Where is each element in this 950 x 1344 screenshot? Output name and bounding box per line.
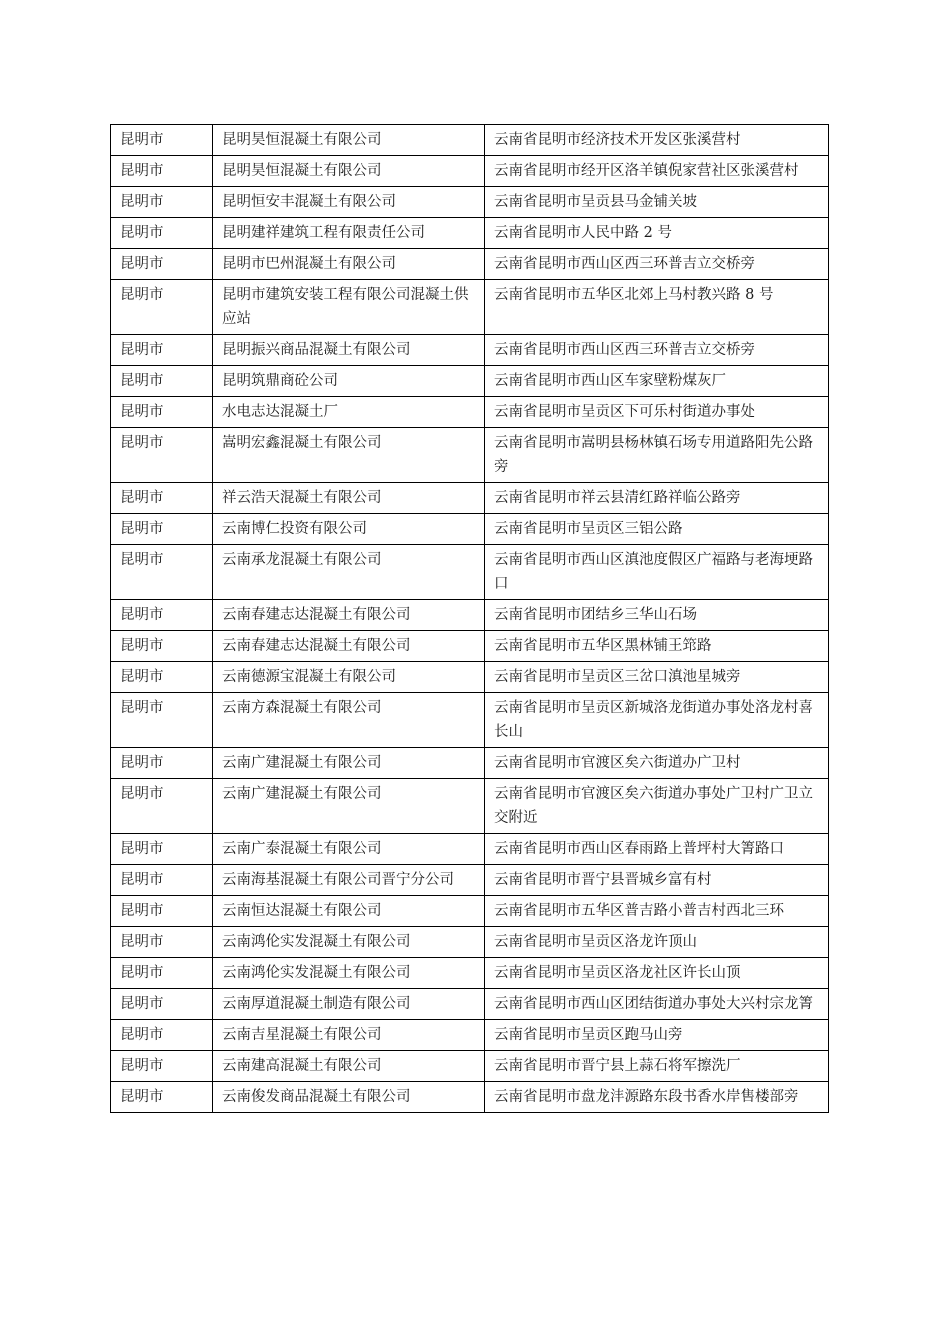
company-cell: 云南广建混凝土有限公司 — [213, 748, 485, 779]
table-body — [111, 125, 829, 1113]
table-row — [111, 865, 829, 896]
company-cell: 云南春建志达混凝土有限公司 — [213, 600, 485, 631]
address-cell: 云南省昆明市呈贡区洛龙社区许长山顶 — [485, 958, 829, 989]
company-cell: 云南鸿伦实发混凝土有限公司 — [213, 958, 485, 989]
company-cell: 云南德源宝混凝土有限公司 — [213, 662, 485, 693]
table-row — [111, 693, 829, 748]
address-cell: 云南省昆明市西山区滇池度假区广福路与老海埂路口 — [485, 545, 829, 600]
table-row — [111, 989, 829, 1020]
table-row — [111, 896, 829, 927]
city-cell: 昆明市 — [111, 958, 213, 989]
city-cell: 昆明市 — [111, 335, 213, 366]
company-cell: 云南海基混凝土有限公司晋宁分公司 — [213, 865, 485, 896]
address-cell: 云南省昆明市经开区洛羊镇倪家营社区张溪营村 — [485, 156, 829, 187]
address-cell: 云南省昆明市五华区黑林铺王筇路 — [485, 631, 829, 662]
table-row — [111, 366, 829, 397]
company-cell: 云南承龙混凝土有限公司 — [213, 545, 485, 600]
city-cell: 昆明市 — [111, 249, 213, 280]
company-cell: 云南广建混凝土有限公司 — [213, 779, 485, 834]
address-cell: 云南省昆明市经济技术开发区张溪营村 — [485, 125, 829, 156]
address-cell: 云南省昆明市西山区春雨路上普坪村大箐路口 — [485, 834, 829, 865]
city-cell: 昆明市 — [111, 834, 213, 865]
address-cell: 云南省昆明市五华区普吉路小普吉村西北三环 — [485, 896, 829, 927]
company-cell: 昆明恒安丰混凝土有限公司 — [213, 187, 485, 218]
city-cell: 昆明市 — [111, 483, 213, 514]
company-cell: 祥云浩天混凝土有限公司 — [213, 483, 485, 514]
address-cell: 云南省昆明市西山区车家壁粉煤灰厂 — [485, 366, 829, 397]
city-cell: 昆明市 — [111, 989, 213, 1020]
city-cell: 昆明市 — [111, 927, 213, 958]
city-cell: 昆明市 — [111, 662, 213, 693]
company-cell: 昆明市建筑安装工程有限公司混凝土供应站 — [213, 280, 485, 335]
table-row — [111, 1051, 829, 1082]
company-cell: 昆明市巴州混凝土有限公司 — [213, 249, 485, 280]
city-cell: 昆明市 — [111, 1051, 213, 1082]
table-row — [111, 428, 829, 483]
address-cell: 云南省昆明市盘龙沣源路东段书香水岸售楼部旁 — [485, 1082, 829, 1113]
address-cell: 云南省昆明市呈贡区洛龙许顶山 — [485, 927, 829, 958]
city-cell: 昆明市 — [111, 125, 213, 156]
table-row — [111, 187, 829, 218]
table-row — [111, 927, 829, 958]
table-row — [111, 958, 829, 989]
city-cell: 昆明市 — [111, 156, 213, 187]
city-cell: 昆明市 — [111, 1082, 213, 1113]
address-cell: 云南省昆明市晋宁县晋城乡富有村 — [485, 865, 829, 896]
city-cell: 昆明市 — [111, 600, 213, 631]
city-cell: 昆明市 — [111, 693, 213, 748]
table-row — [111, 218, 829, 249]
address-cell: 云南省昆明市晋宁县上蒜石将军擦洗厂 — [485, 1051, 829, 1082]
company-cell: 云南恒达混凝土有限公司 — [213, 896, 485, 927]
address-cell: 云南省昆明市呈贡区三岔口滇池星城旁 — [485, 662, 829, 693]
table-row — [111, 125, 829, 156]
city-cell: 昆明市 — [111, 187, 213, 218]
table-row — [111, 397, 829, 428]
table-row — [111, 156, 829, 187]
city-cell: 昆明市 — [111, 865, 213, 896]
city-cell: 昆明市 — [111, 280, 213, 335]
city-cell: 昆明市 — [111, 779, 213, 834]
address-cell: 云南省昆明市呈贡区下可乐村街道办事处 — [485, 397, 829, 428]
address-cell: 云南省昆明市祥云县清红路祥临公路旁 — [485, 483, 829, 514]
table-row — [111, 1020, 829, 1051]
city-cell: 昆明市 — [111, 631, 213, 662]
table-row — [111, 748, 829, 779]
table-row — [111, 600, 829, 631]
address-cell: 云南省昆明市五华区北郊上马村教兴路 8 号 — [485, 280, 829, 335]
table-row — [111, 1082, 829, 1113]
address-cell: 云南省昆明市人民中路 2 号 — [485, 218, 829, 249]
company-address-table — [110, 124, 829, 1113]
company-cell: 昆明昊恒混凝土有限公司 — [213, 156, 485, 187]
city-cell: 昆明市 — [111, 1020, 213, 1051]
table-row — [111, 514, 829, 545]
table-row — [111, 834, 829, 865]
city-cell: 昆明市 — [111, 514, 213, 545]
company-cell: 昆明筑鼎商砼公司 — [213, 366, 485, 397]
company-cell: 云南建高混凝土有限公司 — [213, 1051, 485, 1082]
city-cell: 昆明市 — [111, 397, 213, 428]
table-row — [111, 545, 829, 600]
city-cell: 昆明市 — [111, 218, 213, 249]
address-cell: 云南省昆明市呈贡县马金铺关坡 — [485, 187, 829, 218]
company-cell: 昆明昊恒混凝土有限公司 — [213, 125, 485, 156]
company-cell: 云南春建志达混凝土有限公司 — [213, 631, 485, 662]
address-cell: 云南省昆明市官渡区矣六街道办事处广卫村广卫立交附近 — [485, 779, 829, 834]
city-cell: 昆明市 — [111, 366, 213, 397]
company-cell: 云南博仁投资有限公司 — [213, 514, 485, 545]
city-cell: 昆明市 — [111, 428, 213, 483]
city-cell: 昆明市 — [111, 545, 213, 600]
company-cell: 嵩明宏鑫混凝土有限公司 — [213, 428, 485, 483]
company-cell: 云南吉星混凝土有限公司 — [213, 1020, 485, 1051]
company-cell: 昆明建祥建筑工程有限责任公司 — [213, 218, 485, 249]
address-cell: 云南省昆明市西山区西三环普吉立交桥旁 — [485, 249, 829, 280]
address-cell: 云南省昆明市呈贡区跑马山旁 — [485, 1020, 829, 1051]
address-cell: 云南省昆明市嵩明县杨林镇石场专用道路阳先公路旁 — [485, 428, 829, 483]
address-cell: 云南省昆明市官渡区矣六街道办广卫村 — [485, 748, 829, 779]
company-cell: 云南鸿伦实发混凝土有限公司 — [213, 927, 485, 958]
city-cell: 昆明市 — [111, 896, 213, 927]
company-cell: 云南方森混凝土有限公司 — [213, 693, 485, 748]
address-cell: 云南省昆明市西山区西三环普吉立交桥旁 — [485, 335, 829, 366]
table-row — [111, 662, 829, 693]
company-cell: 云南广泰混凝土有限公司 — [213, 834, 485, 865]
address-cell: 云南省昆明市呈贡区新城洛龙街道办事处洛龙村喜长山 — [485, 693, 829, 748]
table-row — [111, 631, 829, 662]
table-row — [111, 483, 829, 514]
table-row — [111, 335, 829, 366]
table-row — [111, 280, 829, 335]
address-cell: 云南省昆明市西山区团结街道办事处大兴村宗龙箐 — [485, 989, 829, 1020]
table-row — [111, 779, 829, 834]
company-cell: 云南俊发商品混凝土有限公司 — [213, 1082, 485, 1113]
table-row — [111, 249, 829, 280]
company-cell: 云南厚道混凝土制造有限公司 — [213, 989, 485, 1020]
address-cell: 云南省昆明市呈贡区三铝公路 — [485, 514, 829, 545]
address-cell: 云南省昆明市团结乡三华山石场 — [485, 600, 829, 631]
city-cell: 昆明市 — [111, 748, 213, 779]
company-cell: 水电志达混凝土厂 — [213, 397, 485, 428]
company-cell: 昆明振兴商品混凝土有限公司 — [213, 335, 485, 366]
